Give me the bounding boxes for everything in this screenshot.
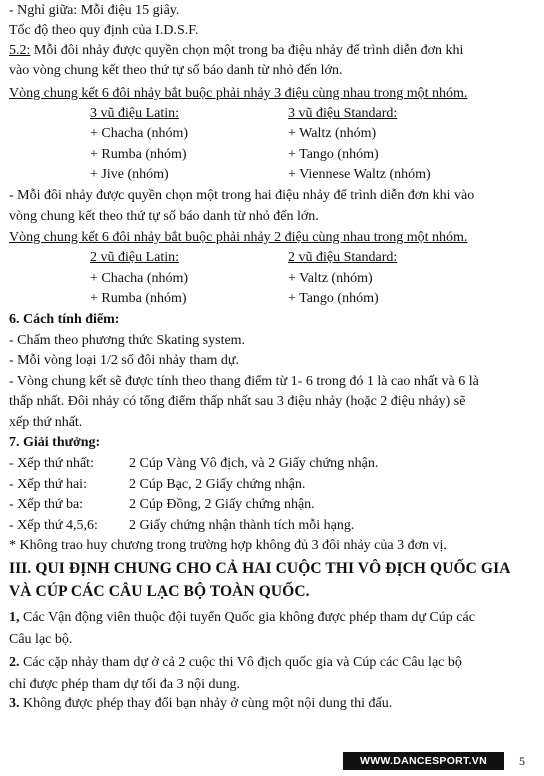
standard3-item: + Tango (nhóm) <box>288 147 379 162</box>
rule-3-line <box>9 695 392 713</box>
prize-detail: 2 Cúp Bạc, 2 Giấy chứng nhận. <box>129 477 306 492</box>
page-number: 5 <box>519 754 525 768</box>
website-banner: WWW.DANCESPORT.VN <box>343 752 504 770</box>
final-2-dances-rule: Vòng chung kết 6 đôi nhảy bắt buộc phải nhảy 2 điệu cùng nhau trong một nhóm. <box>9 230 468 245</box>
rule-5-2-cont: vào vòng chung kết theo thứ tự số báo danh từ nhỏ đến lớn. <box>9 63 343 78</box>
section-6-heading: 6. Cách tính điểm: <box>9 312 120 327</box>
latin3-item: + Chacha (nhóm) <box>90 126 189 141</box>
latin3-header: 3 vũ điệu Latin: <box>90 106 180 121</box>
prize-rank: - Xếp thứ nhất: <box>9 456 94 471</box>
rule-3-number: 3. <box>9 696 20 711</box>
prize-detail: 2 Giấy chứng nhận thành tích mỗi hạng. <box>129 518 355 533</box>
standard3-item: + Waltz (nhóm) <box>288 126 377 141</box>
section-3-heading-line1: III. QUI ĐỊNH CHUNG CHO CẢ HAI CUỘC THI VÔ ĐỊCH QUỐC GIA <box>9 560 511 577</box>
rule-1-number: 1, <box>9 610 20 625</box>
rule-1-cont: Câu lạc bộ. <box>9 632 73 647</box>
final-scoring-end: xếp thứ nhất. <box>9 415 83 430</box>
standard2-item: + Tango (nhóm) <box>288 291 379 306</box>
rule-1-text: Các Vận động viên thuộc đội tuyển Quốc gia không được phép tham dự Cúp các <box>19 610 475 625</box>
prize-rank: - Xếp thứ 4,5,6: <box>9 518 98 533</box>
prize-rank: - Xếp thứ hai: <box>9 477 87 492</box>
rule-2-cont: chỉ được phép tham dự tối đa 3 nội dung. <box>9 677 240 692</box>
rule-2-text: Các cặp nhảy tham dự ở cả 2 cuộc thi Vô địch quốc gia và Cúp các Câu lạc bộ <box>19 655 462 670</box>
prize-detail: 2 Cúp Vàng Vô địch, và 2 Giấy chứng nhận. <box>129 456 379 471</box>
rule-2-number: 2. <box>9 655 20 670</box>
qualifying-line: - Mỗi vòng loại 1/2 số đôi nhảy tham dự. <box>9 353 240 368</box>
rule-5-2-text: Mỗi đôi nhảy được quyền chọn một trong ba điệu nhảy để trình diễn đơn khi <box>30 43 464 58</box>
rule-5-2-label: 5.2: <box>9 43 31 58</box>
latin2-item: + Rumba (nhóm) <box>90 291 187 306</box>
standard3-header: 3 vũ điệu Standard: <box>288 106 398 121</box>
prize-rank: - Xếp thứ ba: <box>9 497 84 512</box>
standard2-item: + Valtz (nhóm) <box>288 271 373 286</box>
standard3-item: + Viennese Waltz (nhóm) <box>288 167 431 182</box>
two-dance-rule-cont: vòng chung kết theo thứ tự số báo danh từ nhỏ đến lớn. <box>9 209 319 224</box>
latin2-header: 2 vũ điệu Latin: <box>90 250 180 265</box>
section-3-heading-line2: VÀ CÚP CÁC CÂU LẠC BỘ TOÀN QUỐC. <box>9 583 310 600</box>
rule-2-line <box>9 654 462 672</box>
section-7-heading: 7. Giải thưởng: <box>9 435 101 450</box>
latin3-item: + Rumba (nhóm) <box>90 147 187 162</box>
two-dance-rule-line: - Mỗi đôi nhảy được quyền chọn một trong hai điệu nhảy để trình diễn đơn khi vào <box>9 188 475 203</box>
final-scoring-cont: thấp nhất. Đôi nhảy có tổng điểm thấp nhất sau 3 điệu nhảy (hoặc 2 điệu nhảy) sẽ <box>9 394 466 409</box>
tempo-line: Tốc độ theo quy định của I.D.S.F. <box>9 23 199 38</box>
scoring-line: - Chấm theo phương thức Skating system. <box>9 333 246 348</box>
rest-interval-line: - Nghỉ giữa: Mỗi điệu 15 giây. <box>9 3 180 18</box>
standard2-header: 2 vũ điệu Standard: <box>288 250 398 265</box>
latin2-item: + Chacha (nhóm) <box>90 271 189 286</box>
prize-detail: 2 Cúp Đồng, 2 Giấy chứng nhận. <box>129 497 315 512</box>
rule-5-2-line <box>9 42 463 60</box>
rule-1-line <box>9 609 475 627</box>
latin3-item: + Jive (nhóm) <box>90 167 169 182</box>
rule-3-text: Không được phép thay đổi bạn nhảy ở cùng một nội dung thi đấu. <box>19 696 393 711</box>
medal-note: * Không trao huy chương trong trường hợp không đủ 3 đôi nhảy của 3 đơn vị. <box>9 538 447 553</box>
final-scoring-line: - Vòng chung kết sẽ được tính theo thang điểm từ 1- 6 trong đó 1 là cao nhất và 6 là <box>9 374 479 389</box>
final-3-dances-rule: Vòng chung kết 6 đôi nhảy bắt buộc phải nhảy 3 điệu cùng nhau trong một nhóm. <box>9 86 468 101</box>
